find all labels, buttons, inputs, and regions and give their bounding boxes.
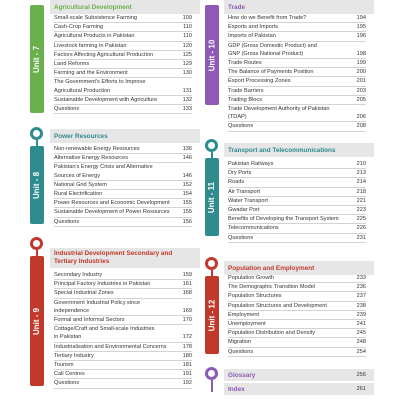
toc-entry-page: 178 xyxy=(182,343,192,350)
toc-entry[interactable] xyxy=(228,338,366,347)
unit-7-contents xyxy=(54,14,192,114)
toc-entry-page: 170 xyxy=(182,317,192,324)
toc-entry-page: 248 xyxy=(356,339,366,346)
toc-entry-title: Tourism xyxy=(54,362,74,369)
toc-entry-page: 125 xyxy=(182,51,192,58)
toc-entry-page: 133 xyxy=(182,106,192,113)
toc-entry-page: 159 xyxy=(182,272,192,278)
toc-entry-title: Gwadar Port xyxy=(228,207,260,214)
toc-entry-page: 161 xyxy=(182,281,192,288)
unit-8-tab xyxy=(30,146,44,224)
unit-12-label: Unit - 12 xyxy=(207,299,217,331)
toc-entry-page: 169 xyxy=(182,307,192,314)
toc-entry-title: Formal and Informal Sectors xyxy=(54,317,125,324)
toc-entry-title: Roads xyxy=(228,179,245,186)
toc-entry-title: Small-scale Subsistence Farming xyxy=(54,15,138,21)
toc-entry[interactable] xyxy=(228,348,366,357)
toc-entry[interactable] xyxy=(228,329,366,338)
toc-entry-title: Trade Routes xyxy=(228,60,262,67)
toc-entry[interactable] xyxy=(228,169,366,178)
toc-entry-page: 192 xyxy=(182,380,192,387)
toc-entry-page: 146 xyxy=(182,172,192,179)
toc-entry[interactable] xyxy=(54,32,192,41)
toc-entry-title: Population Distribution and Density xyxy=(228,330,316,337)
toc-entry-title: Government Industrial Policy since independence xyxy=(54,299,141,314)
toc-entry-page: 132 xyxy=(182,96,192,103)
toc-entry[interactable] xyxy=(54,145,192,154)
toc-entry-title: Air Transport xyxy=(228,188,261,195)
toc-entry[interactable] xyxy=(54,370,192,379)
toc-entry-title: Cottage/Craft and Small-scale Industries in Pakistan xyxy=(54,326,155,341)
unit-8-title: Power Resources xyxy=(50,129,200,143)
toc-entry-page: 200 xyxy=(356,69,366,76)
toc-entry[interactable] xyxy=(228,32,366,41)
glossary-title: Glossary xyxy=(224,369,374,381)
toc-entry[interactable] xyxy=(228,59,366,68)
toc-entry-page: 236 xyxy=(356,284,366,291)
toc-entry-title: Power Resources and Economic Development xyxy=(54,200,170,207)
toc-entry-page: 195 xyxy=(356,24,366,31)
unit-9-title: Industrial Development Secondary and Tertiary Industries xyxy=(50,248,200,268)
unit-7-label: Unit - 7 xyxy=(32,45,42,73)
toc-entry-title: Water Transport xyxy=(228,197,268,204)
toc-entry[interactable] xyxy=(54,42,192,51)
toc-entry[interactable] xyxy=(228,68,366,77)
toc-entry-title: Sustainable Development with Agriculture xyxy=(54,96,158,103)
toc-entry-page: 172 xyxy=(182,334,192,341)
toc-entry-page: 168 xyxy=(182,290,192,297)
toc-entry-title: Imports of Pakistan xyxy=(228,33,276,40)
toc-entry[interactable] xyxy=(228,274,366,283)
toc-entry[interactable] xyxy=(228,105,366,122)
unit-10-label: Unit - 10 xyxy=(207,39,217,71)
toc-entry-page: 205 xyxy=(356,96,366,103)
toc-entry-title: The Balance of Payments Position xyxy=(228,69,314,76)
toc-entry-title: Exports and Imports xyxy=(228,24,279,31)
toc-entry-page: 156 xyxy=(182,218,192,225)
toc-entry-page: 110 xyxy=(183,24,192,31)
toc-entry-page: 181 xyxy=(182,362,192,369)
toc-entry-title: Factors Affecting Agricultural Production xyxy=(54,51,154,58)
toc-entry-page: 199 xyxy=(356,60,366,67)
toc-entry-page: 198 xyxy=(356,50,366,57)
toc-entry[interactable] xyxy=(54,325,192,342)
toc-entry[interactable] xyxy=(228,311,366,320)
toc-entry-page: 226 xyxy=(356,225,366,232)
unit-9-tab xyxy=(30,256,44,386)
toc-entry-title: Employment xyxy=(228,311,260,318)
toc-entry[interactable] xyxy=(228,234,366,243)
toc-entry-page: 233 xyxy=(356,275,366,281)
toc-entry-title: Population Growth xyxy=(228,275,275,281)
toc-entry[interactable] xyxy=(54,14,192,23)
toc-entry[interactable] xyxy=(54,299,192,316)
toc-entry-title: Questions xyxy=(228,123,254,130)
toc-entry-page: 239 xyxy=(356,311,366,318)
toc-entry[interactable] xyxy=(228,77,366,86)
toc-entry[interactable] xyxy=(228,224,366,233)
toc-entry-title: Benefits of Developing the Transport System xyxy=(228,216,339,223)
toc-entry-page: 201 xyxy=(356,78,366,85)
toc-entry-title: Trade Development Authority of Pakistan (TDAP) xyxy=(228,106,330,121)
toc-entry[interactable] xyxy=(228,188,366,197)
glossary-page: 256 xyxy=(356,372,366,378)
toc-entry-title: Alternative Energy Resources xyxy=(54,155,128,162)
toc-entry-page: 245 xyxy=(356,330,366,337)
toc-entry[interactable] xyxy=(54,78,192,95)
toc-entry[interactable] xyxy=(228,122,366,131)
unit-9-ring xyxy=(30,237,43,250)
toc-entry[interactable] xyxy=(54,96,192,105)
toc-entry[interactable] xyxy=(54,163,192,180)
toc-entry[interactable] xyxy=(228,96,366,105)
toc-entry[interactable] xyxy=(54,361,192,370)
toc-entry-page: 206 xyxy=(356,114,366,121)
toc-entry-title: The Demographic Transition Model xyxy=(228,284,316,291)
toc-entry-page: 223 xyxy=(356,207,366,214)
toc-entry-page: 152 xyxy=(182,181,192,188)
toc-entry-page: 154 xyxy=(182,191,192,198)
toc-entry[interactable] xyxy=(54,316,192,325)
unit-9-label: Unit - 9 xyxy=(32,307,42,335)
toc-entry-title: Unemployment xyxy=(228,321,266,328)
toc-entry[interactable] xyxy=(54,60,192,69)
toc-entry-title: GDP (Gross Domestic Product) and GNP (Gross National Product) xyxy=(228,42,317,57)
unit-12-ring xyxy=(205,257,218,270)
toc-entry[interactable] xyxy=(54,343,192,352)
unit-12-tab xyxy=(205,276,219,354)
toc-entry[interactable] xyxy=(228,160,366,169)
toc-entry[interactable] xyxy=(54,289,192,298)
toc-entry[interactable] xyxy=(228,87,366,96)
toc-entry-title: Industrialisation and Environmental Concerns xyxy=(54,343,167,350)
toc-entry-title: Livestock farming in Pakistan xyxy=(54,42,127,49)
toc-entry[interactable] xyxy=(54,154,192,163)
toc-entry-title: Farming and the Environment xyxy=(54,70,128,77)
toc-entry-title: Questions xyxy=(54,218,80,225)
toc-entry-title: Questions xyxy=(228,234,254,241)
toc-entry[interactable] xyxy=(228,178,366,187)
toc-entry-page: 180 xyxy=(182,352,192,359)
glossary-stem xyxy=(211,380,213,392)
toc-entry-title: Land Reforms xyxy=(54,61,90,68)
toc-entry[interactable] xyxy=(228,197,366,206)
toc-entry-page: 146 xyxy=(182,155,192,162)
toc-entry-title: Population Structures xyxy=(228,293,282,300)
toc-entry[interactable] xyxy=(54,51,192,60)
toc-entry-page: 231 xyxy=(356,234,366,241)
toc-entry-title: Migration xyxy=(228,339,252,346)
unit-8-label: Unit - 8 xyxy=(32,171,42,199)
glossary-ring xyxy=(205,367,218,380)
unit-8-contents xyxy=(54,145,192,227)
toc-entry[interactable] xyxy=(228,206,366,215)
toc-entry[interactable] xyxy=(228,23,366,32)
toc-entry-title: The Government's Efforts to Improve Agricultural Production xyxy=(54,79,146,94)
toc-entry[interactable] xyxy=(54,23,192,32)
toc-entry[interactable] xyxy=(54,352,192,361)
toc-entry-page: 237 xyxy=(356,293,366,300)
toc-entry-title: Pakistan Railways xyxy=(228,161,274,167)
unit-7-tab xyxy=(30,5,44,113)
toc-entry-page: 218 xyxy=(356,188,366,195)
toc-entry[interactable] xyxy=(228,283,366,292)
toc-entry[interactable] xyxy=(228,302,366,311)
unit-11-tab xyxy=(205,158,219,236)
toc-entry-page: 254 xyxy=(356,348,366,355)
unit-12-contents xyxy=(228,274,366,357)
toc-entry-title: National Grid System xyxy=(54,181,107,188)
unit-10-title: Trade xyxy=(224,0,374,14)
toc-entry[interactable] xyxy=(54,105,192,114)
toc-entry[interactable] xyxy=(54,69,192,78)
toc-entry[interactable] xyxy=(54,181,192,190)
toc-entry-title: Population Structures and Development xyxy=(228,302,327,309)
toc-entry-title: Pakistan's Energy Crisis and Alternative Sources of Energy xyxy=(54,164,153,179)
toc-entry-title: Cash-Crop Farming xyxy=(54,24,104,31)
toc-entry-page: 203 xyxy=(356,87,366,94)
toc-entry-page: 196 xyxy=(356,33,366,40)
toc-entry-title: Non-renewable Energy Resources xyxy=(54,146,140,152)
toc-entry-title: Agricultural Products in Pakistan xyxy=(54,33,135,40)
unit-8-ring xyxy=(30,127,43,140)
toc-entry-title: Tertiary Industry xyxy=(54,352,94,359)
toc-entry-page: 210 xyxy=(356,161,366,167)
toc-entry-page: 155 xyxy=(182,200,192,207)
toc-entry-title: Special Industrial Zones xyxy=(54,290,114,297)
toc-entry-page: 213 xyxy=(356,170,366,177)
unit-10-contents xyxy=(228,14,366,132)
toc-entry-title: How do we Benefit from Trade? xyxy=(228,15,307,21)
toc-entry[interactable] xyxy=(54,199,192,208)
toc-entry-title: Secondary Industry xyxy=(54,272,103,278)
toc-entry-page: 136 xyxy=(182,146,192,152)
toc-entry[interactable] xyxy=(228,14,366,23)
toc-entry-title: Rural Electrification xyxy=(54,191,103,198)
unit-11-title: Transport and Telecommunications xyxy=(224,143,374,157)
toc-entry-page: 241 xyxy=(356,321,366,328)
unit-11-label: Unit - 11 xyxy=(207,181,217,213)
toc-entry-title: Questions xyxy=(54,380,80,387)
toc-entry-page: 120 xyxy=(182,42,192,49)
toc-entry-page: 131 xyxy=(182,87,192,94)
toc-entry-title: Export Processing Zones xyxy=(228,78,291,85)
toc-entry-page: 225 xyxy=(356,216,366,223)
unit-11-ring xyxy=(205,139,218,152)
toc-entry-title: Principal Factory Industries in Pakistan xyxy=(54,281,151,288)
toc-entry-page: 110 xyxy=(183,33,192,40)
toc-entry[interactable] xyxy=(54,280,192,289)
toc-entry-page: 109 xyxy=(182,15,192,21)
toc-entry[interactable] xyxy=(54,271,192,280)
toc-entry[interactable] xyxy=(54,208,192,217)
toc-entry-page: 129 xyxy=(182,61,192,68)
toc-entry-title: Call Centres xyxy=(54,371,85,378)
unit-7-title: Agricultural Development xyxy=(50,0,200,14)
toc-entry[interactable] xyxy=(228,215,366,224)
toc-entry-page: 238 xyxy=(356,302,366,309)
toc-entry-page: 221 xyxy=(356,197,366,204)
toc-entry-page: 208 xyxy=(356,123,366,130)
toc-entry[interactable] xyxy=(228,292,366,301)
toc-entry[interactable] xyxy=(54,190,192,199)
unit-12-title: Population and Employment xyxy=(224,261,374,275)
toc-entry-page: 194 xyxy=(356,15,366,21)
unit-10-tab xyxy=(205,5,219,105)
index-title: Index xyxy=(224,383,374,395)
toc-entry[interactable] xyxy=(54,218,192,227)
toc-entry-title: Questions xyxy=(228,348,254,355)
unit-11-contents xyxy=(228,160,366,243)
toc-entry-title: Trade Barriers xyxy=(228,87,264,94)
toc-entry-page: 155 xyxy=(182,209,192,216)
unit-9-contents xyxy=(54,271,192,389)
toc-entry-title: Dry Ports xyxy=(228,170,252,177)
toc-entry[interactable] xyxy=(228,320,366,329)
toc-entry-page: 191 xyxy=(182,371,192,378)
toc-entry-page: 214 xyxy=(356,179,366,186)
index-page: 261 xyxy=(356,386,366,392)
toc-entry-page: 130 xyxy=(182,70,192,77)
toc-entry-title: Sustainable Development of Power Resources xyxy=(54,209,170,216)
toc-entry[interactable] xyxy=(228,42,366,59)
toc-entry[interactable] xyxy=(54,379,192,388)
toc-entry-title: Questions xyxy=(54,106,80,113)
toc-entry-title: Telecommunications xyxy=(228,225,279,232)
toc-entry-title: Trading Blocs xyxy=(228,96,262,103)
